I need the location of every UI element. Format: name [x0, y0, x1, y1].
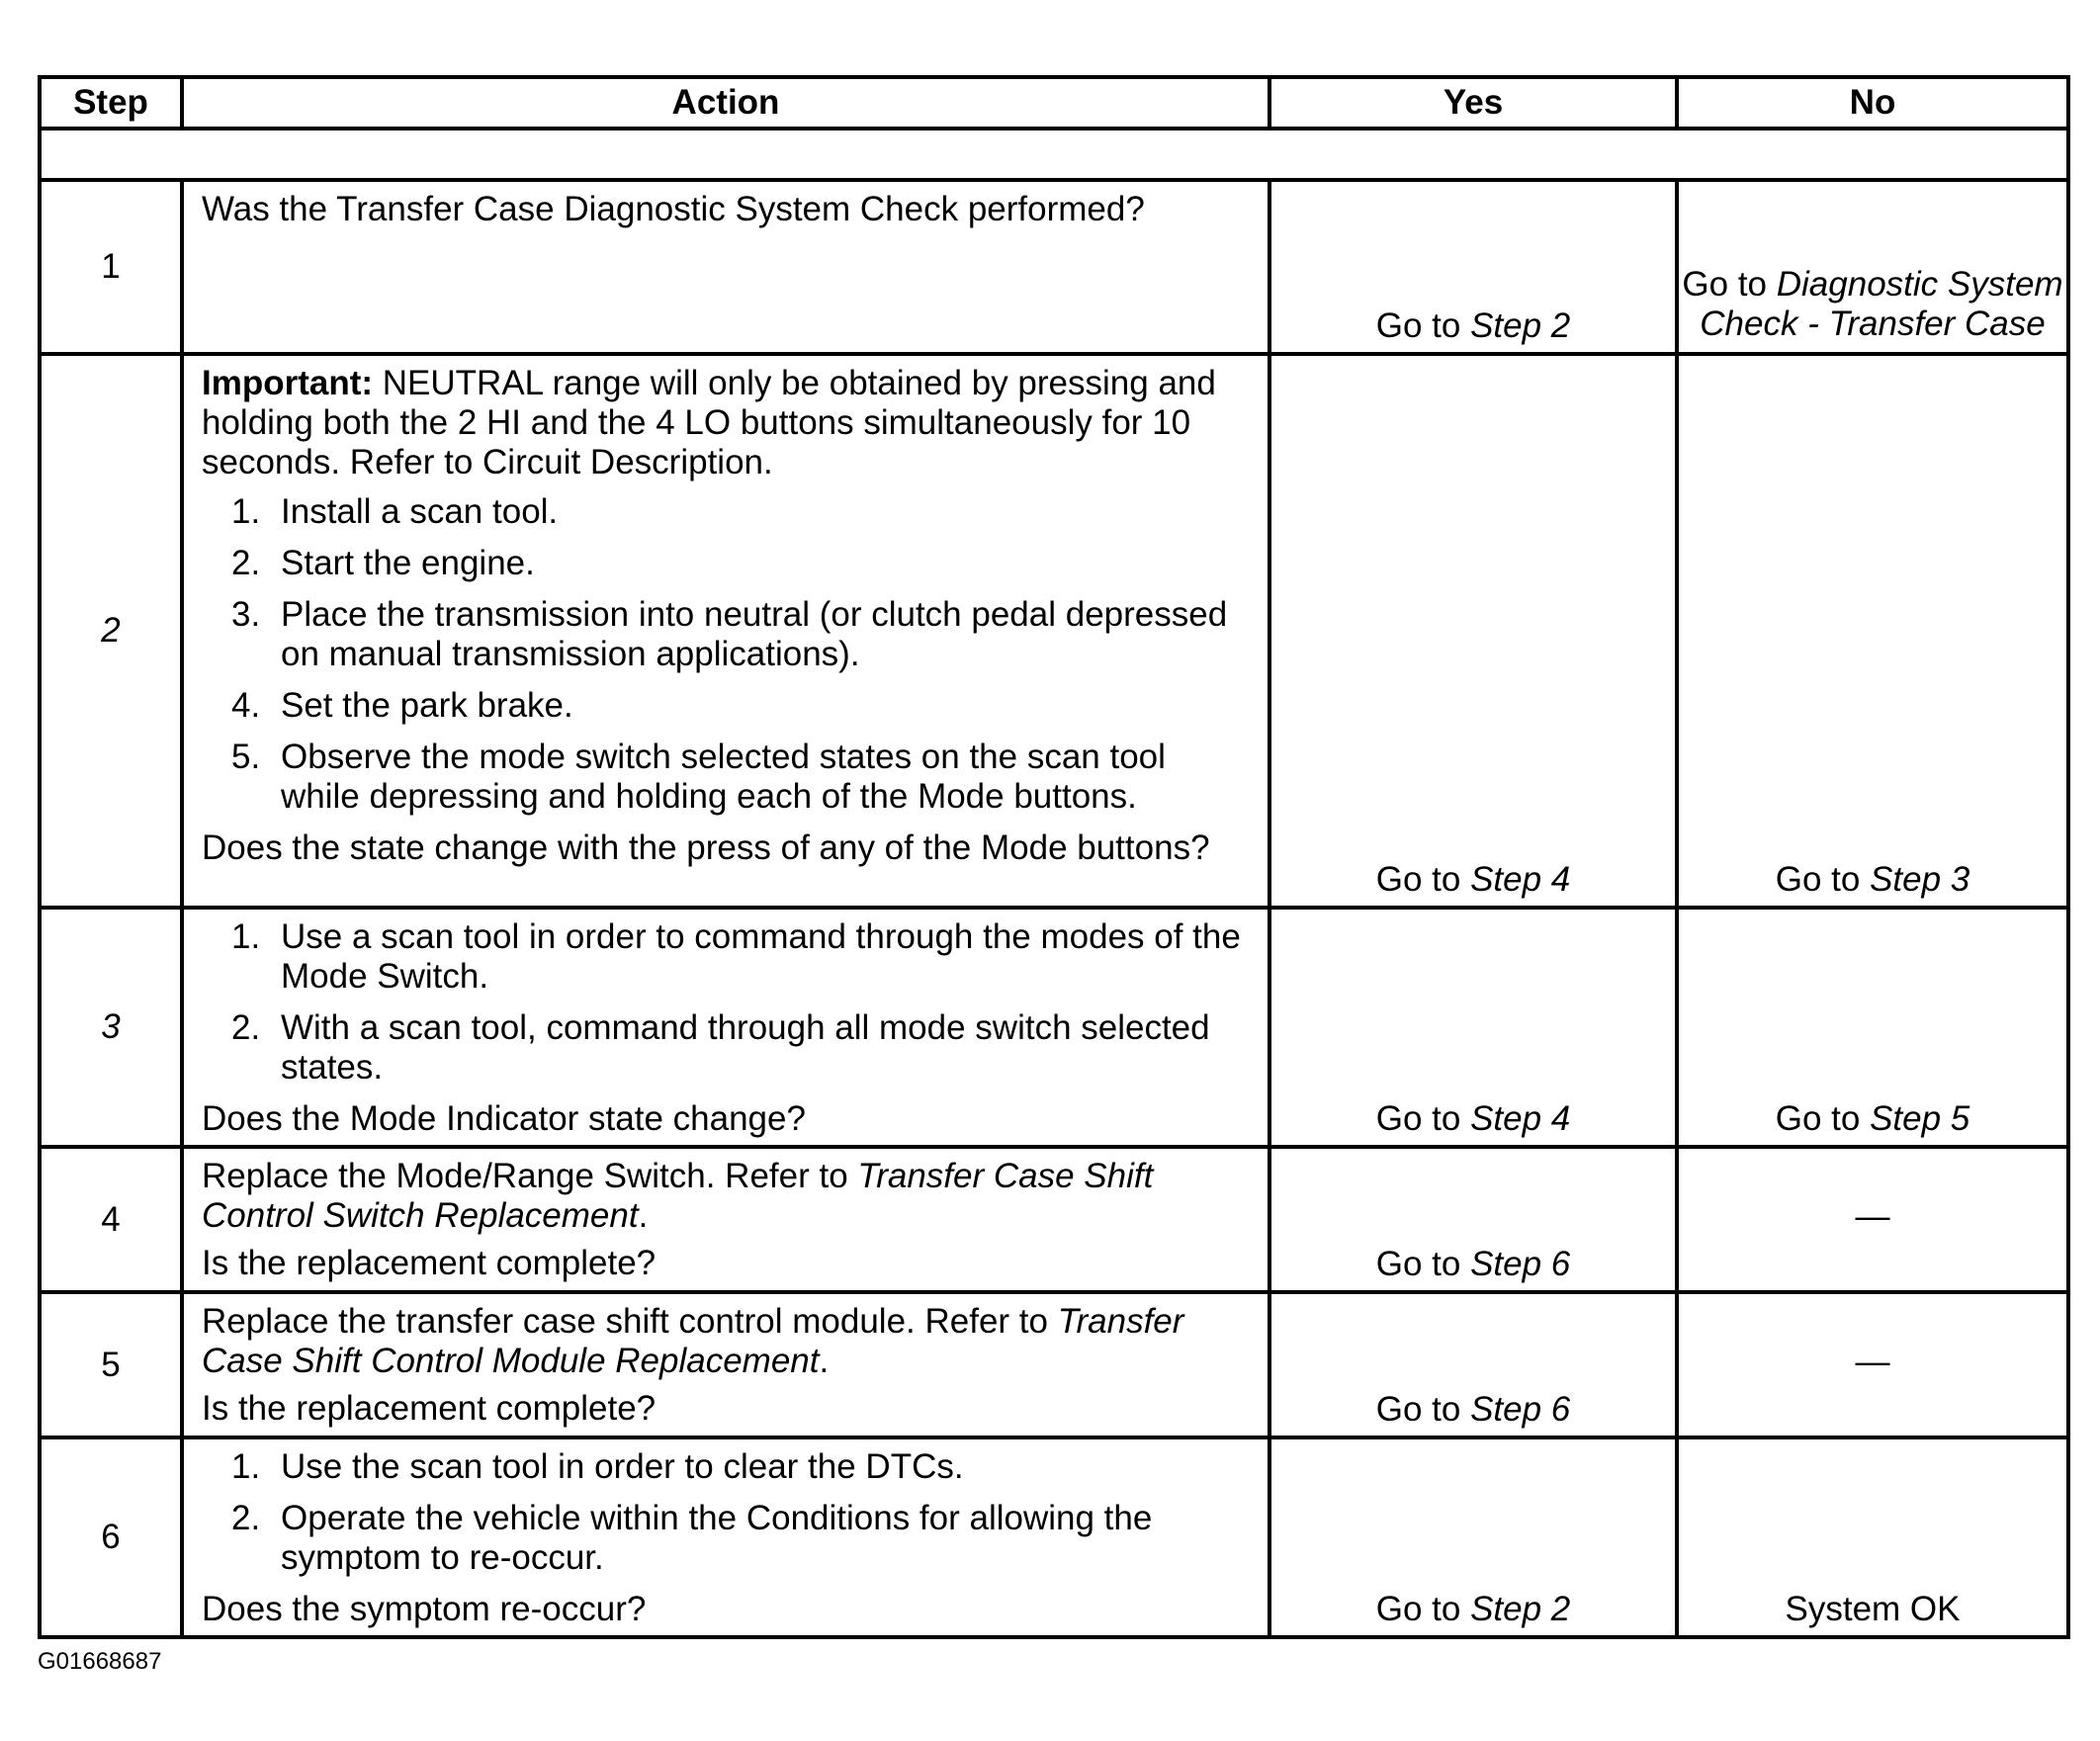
- header-step: Step: [40, 77, 182, 129]
- yes-target: Step 4: [1470, 1099, 1571, 1138]
- no-prefix: Go to: [1775, 860, 1861, 899]
- action-cell: [182, 1147, 1269, 1292]
- table-row: [40, 1147, 2068, 1292]
- yes-cell: [1269, 1147, 1677, 1292]
- list-item: 4. Set the park brake.: [231, 686, 573, 725]
- no-cell: [1677, 180, 2068, 354]
- yes-target: Step 4: [1470, 860, 1571, 899]
- yes-target: Step 6: [1470, 1390, 1571, 1429]
- table-row: [40, 1437, 2068, 1637]
- figure-id: G01668687: [38, 1648, 162, 1675]
- no-target: Diagnostic System Check - Transfer Case: [1700, 265, 2063, 343]
- step-number: 6: [40, 1437, 182, 1637]
- spacer-row: [40, 129, 2068, 180]
- procedure-list: [202, 917, 1254, 1088]
- table-row: [40, 908, 2068, 1147]
- reference-link: Transfer Case Shift Control Module Replacement: [202, 1302, 1184, 1380]
- action-cell: [182, 180, 1269, 354]
- yes-target: Step 2: [1470, 306, 1571, 345]
- yes-cell: [1269, 1437, 1677, 1637]
- important-note: [202, 364, 1254, 482]
- header-action: Action: [182, 77, 1269, 129]
- yes-prefix: Go to: [1375, 1390, 1461, 1429]
- action-cell: [182, 1437, 1269, 1637]
- no-cell: [1677, 1437, 2068, 1637]
- step-number: 3: [40, 908, 182, 1147]
- yes-prefix: Go to: [1375, 306, 1461, 345]
- no-prefix: Go to: [1775, 1099, 1861, 1138]
- no-target: Step 5: [1870, 1099, 1970, 1138]
- spacer-cell: [40, 129, 2068, 180]
- yes-cell: [1269, 180, 1677, 354]
- yes-prefix: Go to: [1375, 1590, 1461, 1628]
- procedure-list: [202, 492, 1254, 817]
- action-question: Does the state change with the press of any of the Mode buttons?: [202, 828, 1210, 867]
- action-cell: [182, 354, 1269, 908]
- header-no: No: [1677, 77, 2068, 129]
- header-row: [40, 77, 2068, 129]
- action-question: Is the replacement complete?: [202, 1244, 656, 1282]
- action-question: Does the Mode Indicator state change?: [202, 1099, 806, 1138]
- yes-cell: [1269, 354, 1677, 908]
- yes-target: Step 2: [1470, 1590, 1571, 1628]
- action-cell: [182, 1292, 1269, 1437]
- yes-prefix: Go to: [1375, 860, 1461, 899]
- important-text: NEUTRAL range will only be obtained by pressing and holding both the 2 HI and the 4 LO buttons simultaneously for 10 seconds. Refer to Circuit Description.: [202, 364, 1216, 481]
- yes-cell: [1269, 908, 1677, 1147]
- action-question: Is the replacement complete?: [202, 1389, 656, 1428]
- list-item: 2. Operate the vehicle within the Conditions for allowing the symptom to re-occur.: [231, 1499, 1153, 1577]
- no-dash: —: [1855, 1342, 1890, 1381]
- yes-target: Step 6: [1470, 1245, 1571, 1283]
- no-prefix: Go to: [1682, 265, 1768, 304]
- no-cell: [1677, 354, 2068, 908]
- yes-prefix: Go to: [1375, 1245, 1461, 1283]
- action-text: Was the Transfer Case Diagnostic System Check performed?: [202, 190, 1145, 228]
- procedure-list: [202, 1447, 1254, 1578]
- diagnostic-table: [38, 75, 2070, 1639]
- table-row: [40, 180, 2068, 354]
- no-cell: [1677, 1292, 2068, 1437]
- important-label: Important:: [202, 364, 374, 402]
- list-item: 1. Use a scan tool in order to command through the modes of the Mode Switch.: [231, 917, 1241, 996]
- action-question: Does the symptom re-occur?: [202, 1590, 647, 1628]
- action-cell: [182, 908, 1269, 1147]
- list-item: 2. Start the engine.: [231, 544, 535, 582]
- no-cell: [1677, 908, 2068, 1147]
- list-item: 2. With a scan tool, command through all mode switch selected states.: [231, 1008, 1210, 1087]
- step-number: 5: [40, 1292, 182, 1437]
- list-item: 1. Install a scan tool.: [231, 492, 559, 531]
- list-item: 5. Observe the mode switch selected states on the scan tool while depressing and holding each of the Mode buttons.: [231, 738, 1166, 816]
- step-number: 1: [40, 180, 182, 354]
- list-item: 3. Place the transmission into neutral (or clutch pedal depressed on manual transmission applications).: [231, 595, 1228, 673]
- header-yes: Yes: [1269, 77, 1677, 129]
- no-dash: —: [1855, 1196, 1890, 1236]
- step-number: 2: [40, 354, 182, 908]
- no-target: Step 3: [1870, 860, 1970, 899]
- action-text: Replace the transfer case shift control module. Refer to Transfer Case Shift Control Module Replacement.: [202, 1302, 1184, 1380]
- table-row: [40, 354, 2068, 908]
- yes-cell: [1269, 1292, 1677, 1437]
- action-text: Replace the Mode/Range Switch. Refer to Transfer Case Shift Control Switch Replacement.: [202, 1157, 1154, 1235]
- step-number: 4: [40, 1147, 182, 1292]
- yes-prefix: Go to: [1375, 1099, 1461, 1138]
- reference-link: Transfer Case Shift Control Switch Replacement: [202, 1157, 1154, 1235]
- no-cell: [1677, 1147, 2068, 1292]
- list-item: 1. Use the scan tool in order to clear the DTCs.: [231, 1447, 964, 1486]
- table-row: [40, 1292, 2068, 1437]
- no-result: System OK: [1785, 1590, 1961, 1628]
